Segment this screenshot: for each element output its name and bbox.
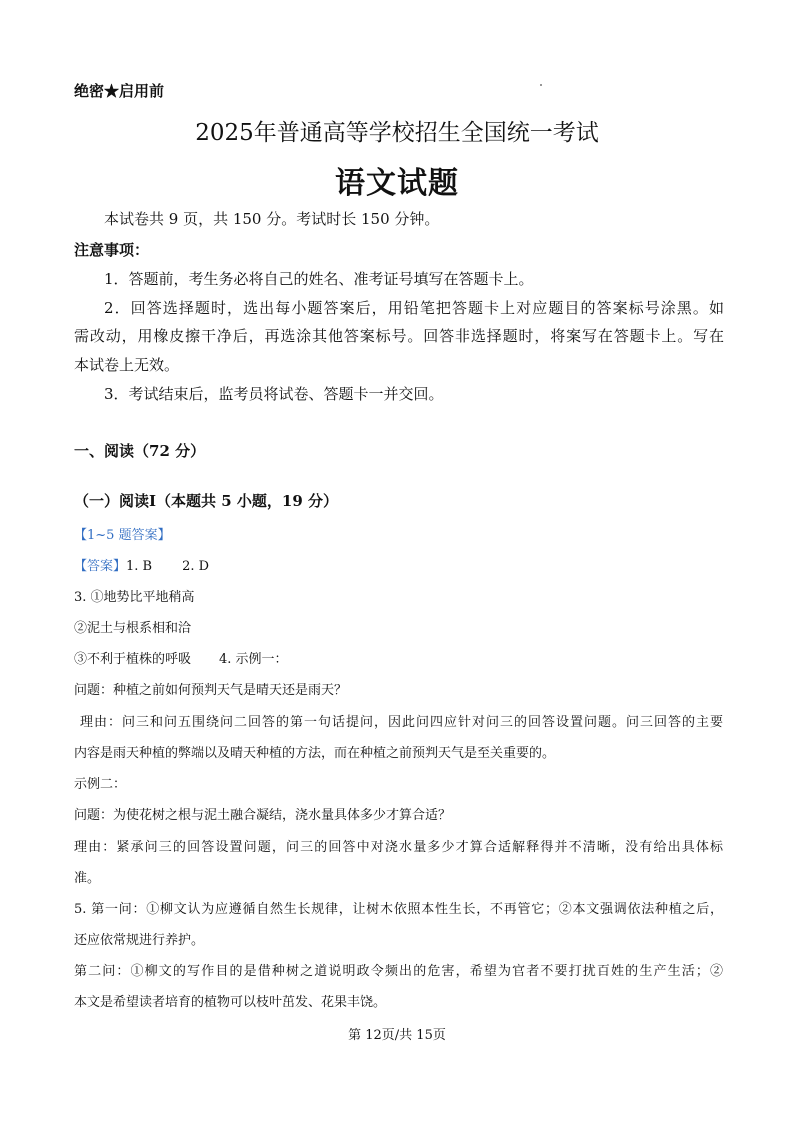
notice-item-3: 3．考试结束后，监考员将试卷、答题卡一并交回。 [104,385,444,403]
secret-mark: 绝密★启用前 [74,82,165,100]
answer-4-example-2-reason-line-1: 理由：紧承问三的回答设置问题，问三的回答中对浇水量多少才算合适解释得并不清晰，没有给出具体标 [74,840,723,855]
notice-item-2-line-3: 本试卷上无效。 [74,356,180,374]
notice-item-1: 1．答题前，考生务必将自己的姓名、准考证号填写在答题卡上。 [104,270,534,288]
answer-5-line-1: 5. 第一问：①柳文认为应遵循自然生长规律，让树木依照本性生长，不再管它；②本文强调依法种植之后， [74,902,723,917]
notice-item-2-line-1: 2．回答选择题时，选出每小题答案后，用铅笔把答题卡上对应题目的答案标号涂黑。如 [104,299,724,317]
answer-2: 2. D [182,559,210,574]
answer-4-example-1-reason-line-2: 内容是雨天种植的弊端以及晴天种植的方法，而在种植之前预判天气是至关重要的。 [74,746,556,761]
answer-4-example-2-label: 示例二： [74,777,127,792]
subject-title: 语文试题 [335,166,459,201]
answer-5-line-4: 本文是希望读者培育的植物可以枝叶茁发、花果丰饶。 [74,995,387,1010]
exam-intro: 本试卷共 9 页，共 150 分。考试时长 150 分钟。 [104,210,440,228]
answer-range-tag: 【1~5 题答案】 [74,528,171,543]
answer-3-line-1: 3. ①地势比平地稍高 [74,590,195,605]
scan-dot [540,84,542,86]
answers-row-1 [74,555,209,574]
answer-4-label: 4. 示例一： [219,652,288,667]
page-footer: 第 12页/共 15页 [348,1028,446,1043]
exam-title: 2025年普通高等学校招生全国统一考试 [195,120,599,146]
answer-1: 1. B [126,559,153,574]
section-heading: 一、阅读（72 分） [74,442,206,460]
answer-4-example-1-question: 问题：种植之前如何预判天气是晴天还是雨天？ [74,683,348,698]
answer-5-line-3: 第二问：①柳文的写作目的是借种树之道说明政令频出的危害，希望为官者不要打扰百姓的生产生活；② [74,964,723,979]
answer-3-line-2: ②泥土与根系相和洽 [74,621,192,636]
answer-4-example-2-question: 问题：为使花树之根与泥土融合凝结，浇水量具体多少才算合适？ [74,808,452,823]
answer-3-line-3: ③不利于植株的呼吸 [74,652,192,667]
answer-3-line-3-row [74,648,288,667]
notice-item-2-line-2: 需改动，用橡皮擦干净后，再选涂其他答案标号。回答非选择题时，将案写在答题卡上。写在 [74,327,724,345]
answer-4-example-2-reason-line-2: 准。 [74,871,101,886]
answer-tag: 【答案】 [74,559,127,574]
notice-heading: 注意事项： [74,241,150,259]
answer-4-example-1-reason-line-1: 理由：问三和问五围绕问二回答的第一句话提问，因此问四应针对问三的回答设置问题。问三回答的主要 [80,715,723,730]
subsection-heading: （一）阅读I（本题共 5 小题，19 分） [74,492,338,510]
answer-5-line-2: 还应依常规进行养护。 [74,933,205,948]
